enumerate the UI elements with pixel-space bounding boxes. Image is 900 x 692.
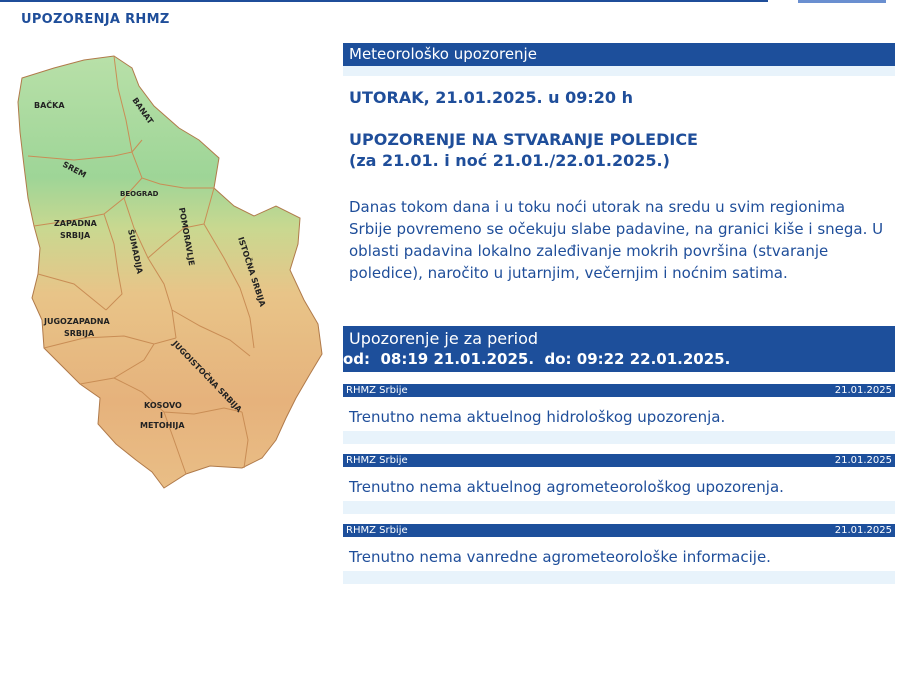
info-header — [343, 524, 895, 537]
meteorological-warning-panel — [343, 43, 895, 284]
region-label-beograd: BEOGRAD — [120, 190, 159, 198]
region-label-backa: BAČKA — [34, 101, 65, 110]
info-date: 21.01.2025 — [834, 455, 892, 466]
agrometeorological-info-box — [343, 524, 895, 584]
period-range: od: 08:19 21.01.2025. do: 09:22 22.01.2025. — [343, 350, 731, 368]
warning-title — [349, 129, 895, 171]
region-label-kosovo-2: I — [160, 411, 163, 420]
warning-description: Danas tokom dana i u toku noći utorak na sredu u svim regionima Srbije povremeno se očekuju slabe padavine, na granici kiše i snega. U oblasti padavina lokalno zaleđivanje mokrih površina (stvaranje poledice), naročito u jutarnjim, večernjim i noćnim satima. — [349, 198, 884, 282]
region-label-banat: BANAT — [130, 95, 155, 126]
region-label-kosovo-3: METOHIJA — [140, 421, 185, 430]
info-source: RHMZ Srbije — [346, 385, 408, 396]
region-label-istocna: ISTOČNA SRBIJA — [236, 235, 268, 308]
region-label-zapadna-1: ZAPADNA — [54, 219, 97, 228]
warning-period-box — [343, 326, 895, 372]
info-header — [343, 454, 895, 467]
info-date: 21.01.2025 — [834, 385, 892, 396]
info-source: RHMZ Srbije — [346, 525, 408, 536]
info-header — [343, 384, 895, 397]
warning-section-title: Meteorološko upozorenje — [343, 43, 895, 66]
info-date: 21.01.2025 — [834, 525, 892, 536]
info-source: RHMZ Srbije — [346, 455, 408, 466]
warning-title-line2: (za 21.01. i noć 21.01./22.01.2025.) — [349, 151, 670, 170]
hydrological-info-box — [343, 384, 895, 444]
period-label: Upozorenje je za period — [349, 329, 539, 348]
region-label-pomoravlje: POMORAVLJE — [177, 206, 197, 267]
region-label-jugozapadna-1: JUGOZAPADNA — [44, 317, 110, 326]
info-stripe — [343, 431, 895, 444]
region-label-jugoistocna: JUGOISTOČNA SRBIJA — [170, 339, 244, 415]
region-label-srem: SREM — [61, 159, 88, 180]
serbia-regions-map[interactable] — [14, 48, 332, 492]
page-title: UPOZORENJA RHMZ — [21, 12, 170, 27]
info-text: Trenutno nema aktuelnog agrometeorološkog upozorenja. — [349, 478, 784, 496]
top-logo-strip — [798, 0, 886, 3]
info-stripe — [343, 501, 895, 514]
info-stripe — [343, 571, 895, 584]
region-label-kosovo-1: KOSOVO — [144, 401, 182, 410]
warning-title-line1: UPOZORENJE NA STVARANJE POLEDICE — [349, 130, 698, 149]
region-label-sumadija: ŠUMADIJA — [126, 228, 145, 275]
info-text: Trenutno nema aktuelnog hidrološkog upozorenja. — [349, 408, 726, 426]
agrometeorological-warning-box — [343, 454, 895, 514]
region-label-zapadna-2: SRBIJA — [60, 231, 91, 240]
info-text: Trenutno nema vanredne agrometeorološke informacije. — [349, 548, 771, 566]
region-label-jugozapadna-2: SRBIJA — [64, 329, 95, 338]
top-border — [0, 0, 768, 2]
warning-datetime: UTORAK, 21.01.2025. u 09:20 h — [349, 88, 633, 107]
section-stripe — [343, 66, 895, 76]
